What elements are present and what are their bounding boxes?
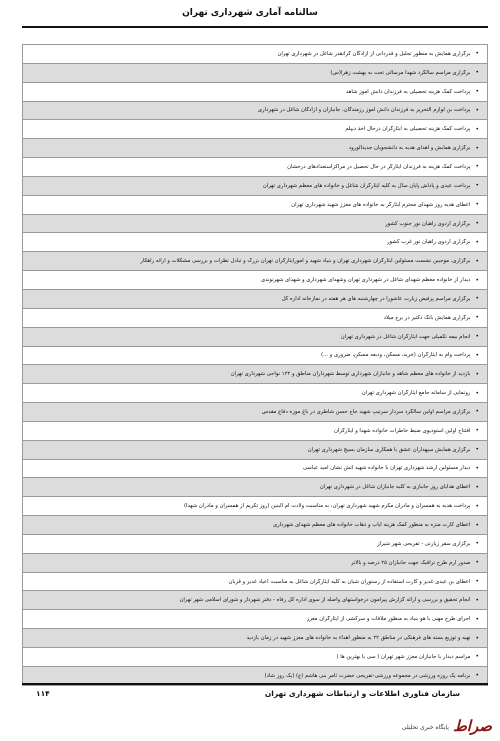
bullet-icon: •	[475, 615, 479, 623]
bullet-icon: •	[475, 106, 479, 114]
row-text: برگزاری مراسم پرفیض زیارت عاشورا در چهارشنبه های هر هفته در نمازخانه اداره کل	[281, 295, 471, 302]
row-text: پرداخت عیدی و پاداش پایان سال به کلیه ایثارگران شاغل و خانواده های معظم شهرداری تهران	[262, 182, 471, 189]
row-text: دیدار از خانواده معظم شهدای شاغل در شهرداری تهران وشهدای شهرداری و شهدای شهرنوندی	[260, 277, 471, 284]
bullet-icon: •	[475, 314, 479, 322]
row-text: پرداخت کمک هزینه تحصیلی به فرزندان دانش آموز شاهد	[345, 88, 471, 95]
table-row	[22, 573, 488, 592]
table-row	[22, 139, 488, 158]
table-row	[22, 535, 488, 554]
table-row	[22, 384, 488, 403]
bullet-icon: •	[475, 182, 479, 190]
table-row	[22, 591, 488, 610]
table-row	[22, 629, 488, 648]
row-text: برگزاری اردوی راهیان نور غرب کشور	[387, 239, 471, 246]
bullet-icon: •	[475, 69, 479, 77]
row-text: انجام تحقیق و بررسی و ارائه گزارش پیرامون درخواستهای واصله از سوی اداره کل رفاه - دفتر شهردار و شورای اسلامی شهر تهران	[179, 597, 471, 604]
table-row	[22, 290, 488, 309]
bullet-icon: •	[475, 389, 479, 397]
row-text: انجام بیمه تکمیلی جهت ایثارگران شاغل در شهرداری تهران	[340, 333, 471, 340]
activity-table	[22, 44, 488, 686]
row-text: برنامه یک روزه ورزشی در مجموعه ورزشی-تفریحی حضرت ثامر بنی هاشم (ع) (یک روز شاد)	[264, 672, 471, 679]
table-row	[22, 554, 488, 573]
bullet-icon: •	[475, 276, 479, 284]
row-text: برگزاری همایش سپهداران عشق با همکاری سازمان بسیج شهرداری تهران	[307, 446, 471, 453]
row-text: پرداخت کمک هزینه به فرزندان ایثارگر در حال تحصیل در مراکزاستعدادهای درخشان	[287, 163, 471, 170]
table-row	[22, 177, 488, 196]
bullet-icon: •	[475, 672, 479, 680]
row-text: پرداخت بن لوازم التحریر به فرزندان دانش آموز رزمندگان، جانبازان و آزادگان شاغل در شهرداری	[257, 107, 471, 114]
row-text: اجرای طرح مهنی با هو بنیاد به منظور ملاقات و سرکشی از ایثارگران معزز	[306, 616, 471, 623]
row-text: برگزاری سفر زیارتی - تفریحی شهر شیراز	[377, 540, 471, 547]
table-row	[22, 83, 488, 102]
table-row	[22, 403, 488, 422]
bullet-icon: •	[475, 559, 479, 567]
row-text: افتتاح اولین استودیوی ضبط خاطرات خانواده شهدا و ایثارگران	[333, 427, 471, 434]
row-text: دیدار مسئولین ارشد شهرداری تهران با خانواده شهید آتش نشان امید عباسی	[302, 465, 471, 472]
bullet-icon: •	[475, 257, 479, 265]
row-text: اعطای کارت منزه به منظور کمک هزینه ایاب و ذهاب خانواده های معظم شهدای شهرداری	[272, 522, 471, 529]
row-text: مراسم دیدار با جانبازان معزز شهر تهران ( سی با بهترین ها )	[336, 653, 471, 660]
bullet-icon: •	[475, 88, 479, 96]
row-text: پرداخت هدیه به همسران و مادران مکرم شهید شهرداری تهران، به مناسبت ولادت ام البنین (روز تکریم از همسران و مادران شهدا)	[183, 503, 471, 510]
footer-organization: سازمان فناوری اطلاعات و ارتباطات شهرداری تهران	[264, 689, 460, 698]
watermark-logo: صراط	[452, 717, 492, 735]
bullet-icon: •	[475, 50, 479, 58]
table-row	[22, 365, 488, 384]
bullet-icon: •	[475, 370, 479, 378]
table-row	[22, 648, 488, 667]
table-row	[22, 215, 488, 234]
table-row	[22, 478, 488, 497]
table-row	[22, 102, 488, 121]
table-row	[22, 460, 488, 479]
table-row	[22, 64, 488, 83]
table-row	[22, 271, 488, 290]
bullet-icon: •	[475, 540, 479, 548]
table-row	[22, 422, 488, 441]
row-text: اعطای هدیه روز شهدای محترم ایثارگر به خانواده های معزز شهید شهرداری تهران	[291, 201, 471, 208]
bullet-icon: •	[475, 333, 479, 341]
watermark	[342, 709, 492, 735]
table-row	[22, 120, 488, 139]
table-row	[22, 328, 488, 347]
row-text: اعطای هدایای روز جانبازی به کلیه جانبازان شاغل در شهرداری تهران	[319, 484, 471, 491]
table-row	[22, 309, 488, 328]
bullet-icon: •	[475, 163, 479, 171]
table-row	[22, 347, 488, 366]
table-row	[22, 45, 488, 64]
footer-rule	[22, 683, 488, 685]
bullet-icon: •	[475, 408, 479, 416]
row-text: بازدید از خانواده های معظم شاهد و جانبازان شهرداری توسط شهرداران مناطق و ۱۲۲ نواحی شهرداری تهران	[230, 371, 471, 378]
row-text: رونمایی از سامانه جامع ایثارگران شهرداری تهران	[361, 390, 471, 397]
row-text: صدور آرم طرح ترافیک جهت جانبازان ۲۵ درصد و بالاتر	[350, 559, 471, 566]
bullet-icon: •	[475, 125, 479, 133]
row-text: پرداخت وام به ایثارگران (خرید، مسکن، ودیعه مسکن، ضروری و ...)	[320, 352, 471, 359]
bullet-icon: •	[475, 351, 479, 359]
row-text: اعطای بن عیدی غدیر و کارت استفاده از رستوران شیان به کلیه ایثارگران شاغل به مناسبت اعیاد غدیر و قربان	[228, 578, 471, 585]
bullet-icon: •	[475, 653, 479, 661]
row-text: برگزاری مراسم سالگرد شهدا مرسالی تحت به بهشت زهرا(س)	[330, 69, 471, 76]
row-text: برگزاری مراسم اولین سالگرد سردار سرتیپ شهید حاج حسن شاطری در باغ موزه دفاع مقدس	[261, 408, 471, 415]
row-text: تهیه و توزیع بسته های فرهنگی در مناطق ۲۲ به منظور اهداء به خانواده های معزز شهید در زمان بازدید	[246, 635, 471, 642]
table-row	[22, 516, 488, 535]
row-text: برگزاری همایش به منظور تجلیل و قدردانی از آزادگان گرانقدر شاغل در شهرداری تهران	[277, 50, 471, 57]
page-number: ۱۱۴	[36, 689, 50, 698]
table-row	[22, 233, 488, 252]
table-row	[22, 441, 488, 460]
table-row	[22, 158, 488, 177]
bullet-icon: •	[475, 238, 479, 246]
row-text: برگزاری، موجبین نشست مسئولین ایثارگران شهرداری تهران و بنیاد شهید و امورایثارگران تهران بزرگ و تبادل نظرات و بررسی مشکلات و ارائه راهکار	[140, 258, 471, 265]
bullet-icon: •	[475, 483, 479, 491]
header-rule	[22, 26, 488, 28]
page-header-title: سالنامه آماری شهرداری تهران	[182, 8, 318, 18]
bullet-icon: •	[475, 578, 479, 586]
table-row	[22, 610, 488, 629]
bullet-icon: •	[475, 521, 479, 529]
bullet-icon: •	[475, 220, 479, 228]
row-text: برگزاری همایش بانگ دکتیر در برج میلاد	[383, 314, 471, 321]
bullet-icon: •	[475, 427, 479, 435]
table-row	[22, 497, 488, 516]
bullet-icon: •	[475, 201, 479, 209]
table-row	[22, 196, 488, 215]
bullet-icon: •	[475, 502, 479, 510]
bullet-icon: •	[475, 634, 479, 642]
bullet-icon: •	[475, 596, 479, 604]
bullet-icon: •	[475, 295, 479, 303]
watermark-site-label: پایگاه خبری تحلیلی	[401, 724, 449, 731]
row-text: برگزاری همایش و اهدای هدیه به دانشجویان جدیدالورود	[348, 145, 471, 152]
table-row	[22, 252, 488, 271]
bullet-icon: •	[475, 144, 479, 152]
bullet-icon: •	[475, 464, 479, 472]
row-text: پرداخت کمک هزینه تحصیلی به ایثارگران درحال اخذ دیپلم	[345, 126, 471, 133]
bullet-icon: •	[475, 446, 479, 454]
row-text: برگزاری اردوی راهیان نور جنوب کشور	[385, 220, 471, 227]
